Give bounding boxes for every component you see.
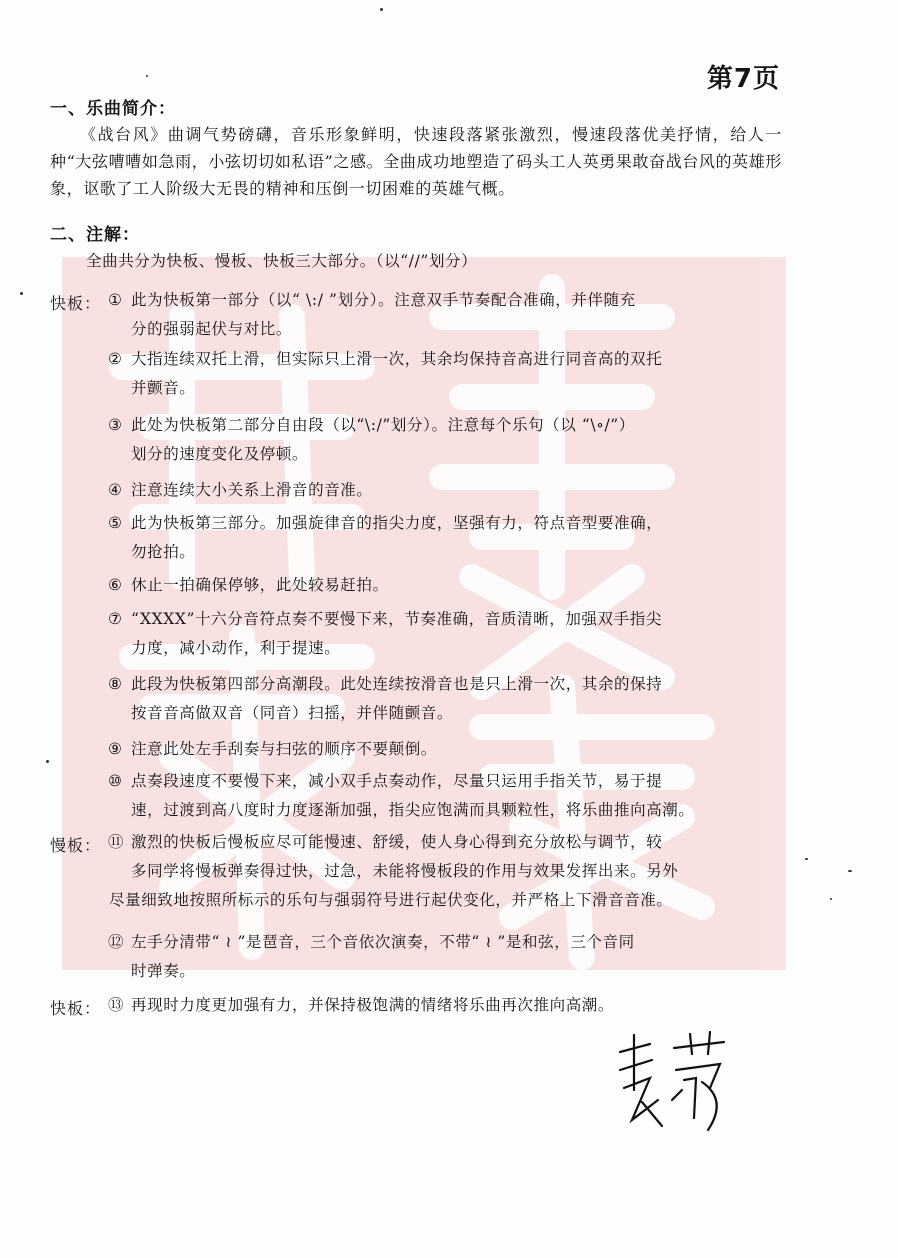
note-item [110, 509, 786, 567]
note-line: 左手分清带“ ≀ ”是琶音，三个音依次演奏，不带“ ≀ ”是和弦，三个音同 [131, 933, 635, 951]
note-item [110, 928, 786, 986]
note-line: 大指连续双托上滑，但实际只上滑一次，其余均保持音高进行同音高的双托 [131, 350, 663, 368]
scan-speck [848, 870, 852, 872]
note-item [110, 411, 786, 469]
note-number: ⑫ [108, 933, 125, 951]
intro-paragraph: 《战台风》曲调气势磅礴，音乐形象鲜明，快速段落紧张激烈，慢速段落优美抒情，给人一种“大弦嘈嘈如急雨，小弦切切如私语”之感。全曲成功地塑造了码头工人英勇果敢奋战台风的英雄形象，讴歌了工人阶级大无畏的精神和压倒一切困难的英雄气概。 [50, 125, 782, 198]
note-line: 多同学将慢板弹奏得过快，过急，未能将慢板段的作用与效果发挥出来。另外 [131, 862, 679, 880]
note-number: ④ [108, 481, 123, 499]
note-line: “XXXX”十六分音符点奏不要慢下来，节奏准确，音质清晰，加强双手指尖 [131, 610, 662, 628]
note-number: ⑪ [108, 833, 125, 851]
note-line: 此为快板第三部分。加强旋律音的指尖力度，坚强有力，符点音型要准确， [131, 514, 663, 532]
note-number: ⑦ [108, 610, 123, 628]
note-item [110, 991, 786, 1020]
note-line: 划分的速度变化及停顿。 [131, 445, 309, 463]
note-line: 勿抢拍。 [131, 543, 196, 561]
note-item [110, 476, 786, 505]
note-item [110, 345, 786, 403]
note-item [110, 828, 786, 915]
scan-speck [380, 8, 383, 11]
note-line: 时弹奏。 [131, 962, 196, 980]
note-line: 再现时力度更加强有力，并保持极饱满的情绪将乐曲再次推向高潮。 [131, 996, 615, 1014]
note-number: ② [108, 350, 123, 368]
note-line: 力度，减小动作，利于提速。 [131, 639, 341, 657]
note-number: ⑩ [108, 772, 123, 790]
scan-speck [830, 898, 832, 900]
note-line: 分的强弱起伏与对比。 [131, 320, 293, 338]
note-item [110, 767, 786, 825]
note-number: ③ [108, 416, 123, 434]
note-number: ⑧ [108, 675, 123, 693]
handwritten-signature [612, 1030, 742, 1150]
note-line: 速，过渡到高八度时力度逐渐加强，指尖应饱满而具颗粒性，将乐曲推向高潮。 [131, 801, 695, 819]
section-heading-intro: 一、乐曲简介： [50, 99, 176, 119]
page-number: 第7页 [706, 64, 780, 94]
note-line: 并颤音。 [131, 379, 196, 397]
section-label-fast-2: 快板： [50, 999, 102, 1018]
note-line: 激烈的快板后慢板应尽可能慢速、舒缓，使人身心得到充分放松与调节，较 [131, 833, 663, 851]
section-heading-notes: 二、注解： [50, 225, 140, 245]
note-line: 此处为快板第二部分自由段（以“\:/”划分）。注意每个乐句（以 “\∘/”） [131, 416, 635, 434]
note-item [110, 571, 786, 600]
note-line: 此为快板第一部分（以“ \:/ ”划分）。注意双手节奏配合准确，并伴随充 [131, 291, 636, 309]
note-number: ⑬ [108, 996, 125, 1014]
division-note: 全曲共分为快板、慢板、快板三大部分。（以“//”划分） [86, 252, 478, 270]
scan-speck [146, 75, 148, 77]
scan-speck [46, 760, 49, 763]
note-line: 点奏段速度不要慢下来，减小双手点奏动作，尽量只运用手指关节，易于提 [131, 772, 663, 790]
note-number: ⑤ [108, 514, 123, 532]
note-item [110, 605, 786, 663]
note-number: ⑥ [108, 576, 123, 594]
note-line: 此段为快板第四部分高潮段。此处连续按滑音也是只上滑一次，其余的保持 [131, 675, 663, 693]
note-number: ⑨ [108, 740, 123, 758]
note-line: 注意此处左手刮奏与扫弦的顺序不要颠倒。 [131, 740, 437, 758]
section-label-fast-1: 快板： [50, 294, 102, 313]
scan-speck [805, 858, 808, 860]
section-label-slow: 慢板： [50, 836, 102, 855]
scan-speck [20, 292, 23, 295]
note-item [110, 670, 786, 728]
note-line: 休止一拍确保停够，此处较易赶拍。 [131, 576, 389, 594]
note-line: 按音音高做双音（同音）扫摇，并伴随颤音。 [131, 704, 454, 722]
note-line: 尽量细致地按照所标示的乐句与强弱符号进行起伏变化，并严格上下滑音音准。 [109, 891, 673, 909]
note-item [110, 286, 786, 344]
note-line: 注意连续大小关系上滑音的音准。 [131, 481, 373, 499]
note-item [110, 735, 786, 764]
note-number: ① [108, 291, 123, 309]
